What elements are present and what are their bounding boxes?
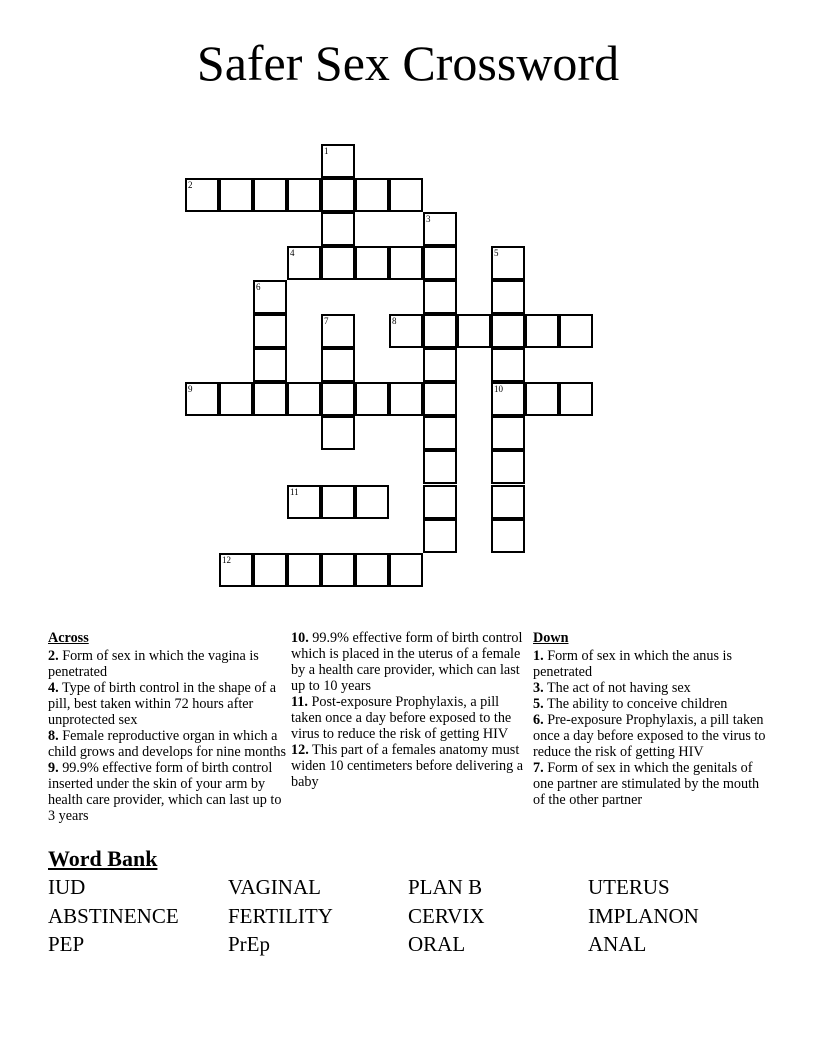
clue-number-9: 9 <box>188 384 193 394</box>
word-bank-title: Word Bank <box>48 846 158 871</box>
word-bank-item: UTERUS <box>588 875 670 899</box>
grid-cell[interactable] <box>491 314 525 348</box>
grid-cell[interactable] <box>423 382 457 416</box>
clue-across-9: 9. 99.9% effective form of birth control inserted under the skin of your arm by health care provider, which can last up to 3 years <box>48 760 282 824</box>
word-bank-item: PEP <box>48 932 85 956</box>
grid-cell[interactable] <box>321 212 355 246</box>
grid-cell[interactable] <box>287 382 321 416</box>
grid-cell[interactable] <box>219 178 253 212</box>
clue-number-11: 11 <box>290 487 299 497</box>
grid-cell[interactable] <box>219 382 253 416</box>
clue-across-12: 12. This part of a females anatomy must widen 10 centimeters before delivering a baby <box>291 742 524 790</box>
grid-cell[interactable] <box>321 348 355 382</box>
grid-cell[interactable] <box>491 450 525 484</box>
word-bank-item: FERTILITY <box>228 904 333 928</box>
clue-number-2: 2 <box>188 180 193 190</box>
grid-cell[interactable] <box>423 348 457 382</box>
word-bank-item: IUD <box>48 875 86 899</box>
grid-cell[interactable] <box>321 485 355 519</box>
across-heading: Across <box>48 630 89 646</box>
grid-cell[interactable] <box>389 553 423 587</box>
word-bank-item: ABSTINENCE <box>48 904 179 928</box>
clue-number-12: 12 <box>222 555 231 565</box>
grid-cell[interactable] <box>253 553 287 587</box>
clue-down-5: 5. The ability to conceive children <box>533 696 728 712</box>
word-bank-item: PLAN B <box>408 875 483 899</box>
word-bank-item: CERVIX <box>408 904 485 928</box>
clue-number-8: 8 <box>392 316 397 326</box>
grid-cell[interactable] <box>355 382 389 416</box>
clue-number-1: 1 <box>324 146 329 156</box>
grid-cell[interactable] <box>355 553 389 587</box>
grid-cell[interactable] <box>491 416 525 450</box>
grid-cell[interactable] <box>253 178 287 212</box>
grid-cell[interactable] <box>253 348 287 382</box>
word-bank-item: ORAL <box>408 932 466 956</box>
grid-cell[interactable] <box>423 314 457 348</box>
grid-cell[interactable] <box>287 178 321 212</box>
grid-cell[interactable] <box>525 382 559 416</box>
grid-cell[interactable] <box>287 553 321 587</box>
word-bank-item: IMPLANON <box>588 904 699 928</box>
grid-cell[interactable] <box>355 485 389 519</box>
grid-cell[interactable] <box>525 314 559 348</box>
grid-cell[interactable] <box>423 280 457 314</box>
grid-cell[interactable] <box>389 382 423 416</box>
clue-across-2: 2. Form of sex in which the vagina is penetrated <box>48 648 259 680</box>
grid-cell[interactable] <box>423 450 457 484</box>
grid-cell[interactable] <box>321 416 355 450</box>
clue-number-10: 10 <box>494 384 503 394</box>
grid-cell[interactable] <box>423 416 457 450</box>
grid-cell[interactable] <box>423 246 457 280</box>
clue-number-6: 6 <box>256 282 261 292</box>
across-clues-col2 <box>291 630 527 790</box>
grid-cell[interactable] <box>491 519 525 553</box>
grid-cell[interactable] <box>355 178 389 212</box>
grid-cell[interactable] <box>355 246 389 280</box>
clue-down-6: 6. Pre-exposure Prophylaxis, a pill taken once a day before exposed to the virus to reduce the risk of getting HIV <box>533 712 766 760</box>
clue-number-3: 3 <box>426 214 431 224</box>
down-clues <box>533 630 771 808</box>
clue-across-4: 4. Type of birth control in the shape of a pill, best taken within 72 hours after unprotected sex <box>48 680 277 728</box>
grid-cell[interactable] <box>253 382 287 416</box>
grid-cell[interactable] <box>491 280 525 314</box>
clue-down-3: 3. The act of not having sex <box>533 680 691 696</box>
clue-across-8: 8. Female reproductive organ in which a child grows and develops for nine months <box>48 728 286 760</box>
grid-cell[interactable] <box>559 382 593 416</box>
clue-across-11: 11. Post-exposure Prophylaxis, a pill taken once a day before exposed to the virus to reduce the risk of getting HIV <box>291 694 512 742</box>
down-heading: Down <box>533 630 569 646</box>
grid-cell[interactable] <box>321 382 355 416</box>
grid-cell[interactable] <box>321 553 355 587</box>
word-bank-item: VAGINAL <box>228 875 321 899</box>
clue-across-10: 10. 99.9% effective form of birth control which is placed in the uterus of a female by a health care provider, which can last up to 10 years <box>291 630 523 694</box>
grid-cell[interactable] <box>389 246 423 280</box>
grid-cell[interactable] <box>253 314 287 348</box>
clue-number-4: 4 <box>290 248 295 258</box>
word-bank-item: ANAL <box>588 932 647 956</box>
grid-cell[interactable] <box>491 485 525 519</box>
word-bank-item: PrEp <box>228 932 270 956</box>
grid-cell[interactable] <box>423 485 457 519</box>
clue-down-7: 7. Form of sex in which the genitals of one partner are stimulated by the mouth of the other partner <box>533 760 760 808</box>
grid-cell[interactable] <box>457 314 491 348</box>
clue-number-7: 7 <box>324 316 329 326</box>
grid-cell[interactable] <box>559 314 593 348</box>
grid-cell[interactable] <box>423 519 457 553</box>
puzzle-title: Safer Sex Crossword <box>196 35 620 91</box>
across-clues-col1 <box>48 630 286 824</box>
grid-cell[interactable] <box>389 178 423 212</box>
grid-cell[interactable] <box>321 178 355 212</box>
grid-cell[interactable] <box>491 348 525 382</box>
clue-number-5: 5 <box>494 248 499 258</box>
clue-down-1: 1. Form of sex in which the anus is penetrated <box>533 648 732 680</box>
grid-cell[interactable] <box>321 246 355 280</box>
